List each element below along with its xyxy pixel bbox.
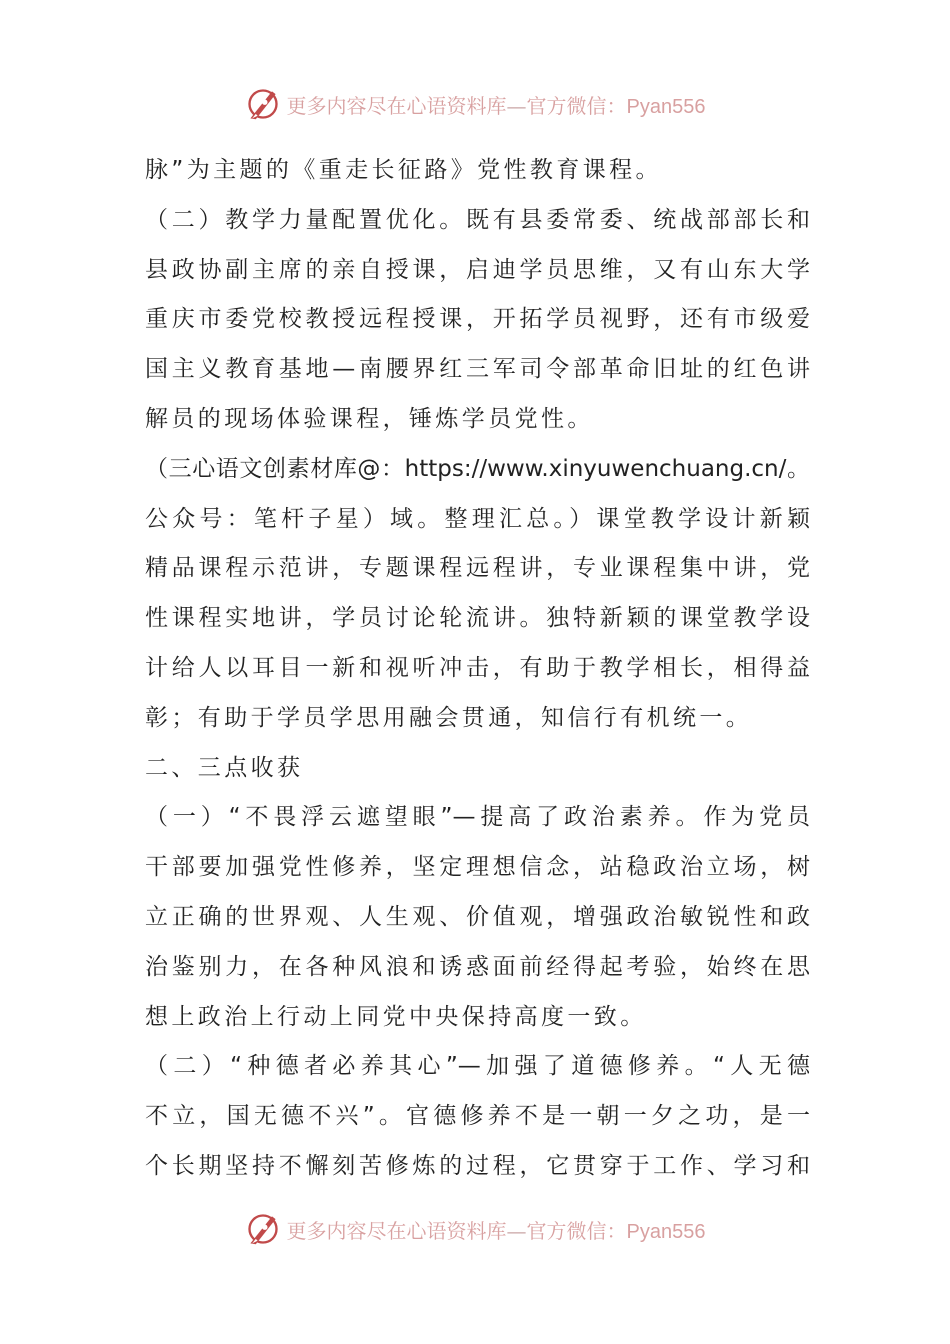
text-line: 脉”为主题的《重走长征路》党性教育课程。 — [145, 157, 662, 183]
text-line: 立正确的世界观、人生观、价值观，增强政治敏锐性和政 — [145, 903, 810, 930]
header-watermark-text — [287, 90, 706, 119]
text-line: （二）教学力量配置优化。既有县委常委、统战部部长和 — [145, 206, 810, 233]
text-line: 个长期坚持不懈刻苦修炼的过程，它贯穿于工作、学习和 — [145, 1152, 810, 1179]
text-line: 二、三点收获 — [145, 754, 304, 781]
watermark-title: 更多内容尽在心语资料库 — [286, 93, 507, 118]
footer-watermark — [0, 1207, 950, 1251]
text-line: 精品课程示范讲，专题课程远程讲，专业课程集中讲，党 — [145, 555, 810, 582]
watermark-title: 更多内容尽在心语资料库 — [286, 1218, 507, 1243]
watermark-separator: — — [506, 1218, 527, 1243]
text-line: （一）“不畏浮云遮望眼”—提高了政治素养。作为党员 — [145, 804, 810, 831]
pen-logo-icon — [245, 1211, 281, 1247]
text-line: 彰；有助于学员学思用融会贯通，知信行有机统一。 — [145, 704, 753, 731]
text-line: 解员的现场体验课程，锤炼学员党性。 — [145, 405, 594, 432]
watermark-label: 官方微信： — [526, 93, 627, 118]
text-line: 治鉴别力，在各种风浪和诱惑面前经得起考验，始终在思 — [145, 953, 810, 980]
pen-logo-icon — [245, 86, 281, 122]
watermark-account: Pyan556 — [626, 1220, 706, 1243]
text-line: 不立，国无德不兴”。官德修养不是一朝一夕之功，是一 — [145, 1103, 810, 1130]
footer-watermark-text — [287, 1215, 706, 1244]
text-line: 干部要加强党性修养，坚定理想信念，站稳政治立场，树 — [145, 854, 810, 881]
watermark-separator: — — [506, 93, 527, 118]
header-watermark — [0, 82, 950, 126]
text-line: 计给人以耳目一新和视听冲击，有助于教学相长，相得益 — [145, 654, 810, 681]
text-line: （三心语文创素材库@：https://www.xinyuwenchuang.cn/。 — [145, 455, 810, 482]
text-line: （二）“种德者必养其心”—加强了道德修养。“人无德 — [145, 1053, 810, 1080]
text-line: 国主义教育基地—南腰界红三军司令部革命旧址的红色讲 — [145, 356, 810, 383]
watermark-account: Pyan556 — [626, 95, 706, 118]
text-line: 想上政治上行动上同党中央保持高度一致。 — [145, 1003, 647, 1030]
watermark-label: 官方微信： — [526, 1218, 627, 1243]
text-line: 性课程实地讲，学员讨论轮流讲。独特新颖的课堂教学设 — [145, 605, 810, 632]
text-line: 县政协副主席的亲自授课，启迪学员思维，又有山东大学 — [145, 256, 810, 283]
document-body — [145, 146, 810, 1196]
text-line: 公众号：笔杆子星）域。整理汇总。）课堂教学设计新颖 — [145, 505, 810, 532]
text-line: 重庆市委党校教授远程授课，开拓学员视野，还有市级爱 — [145, 306, 810, 333]
